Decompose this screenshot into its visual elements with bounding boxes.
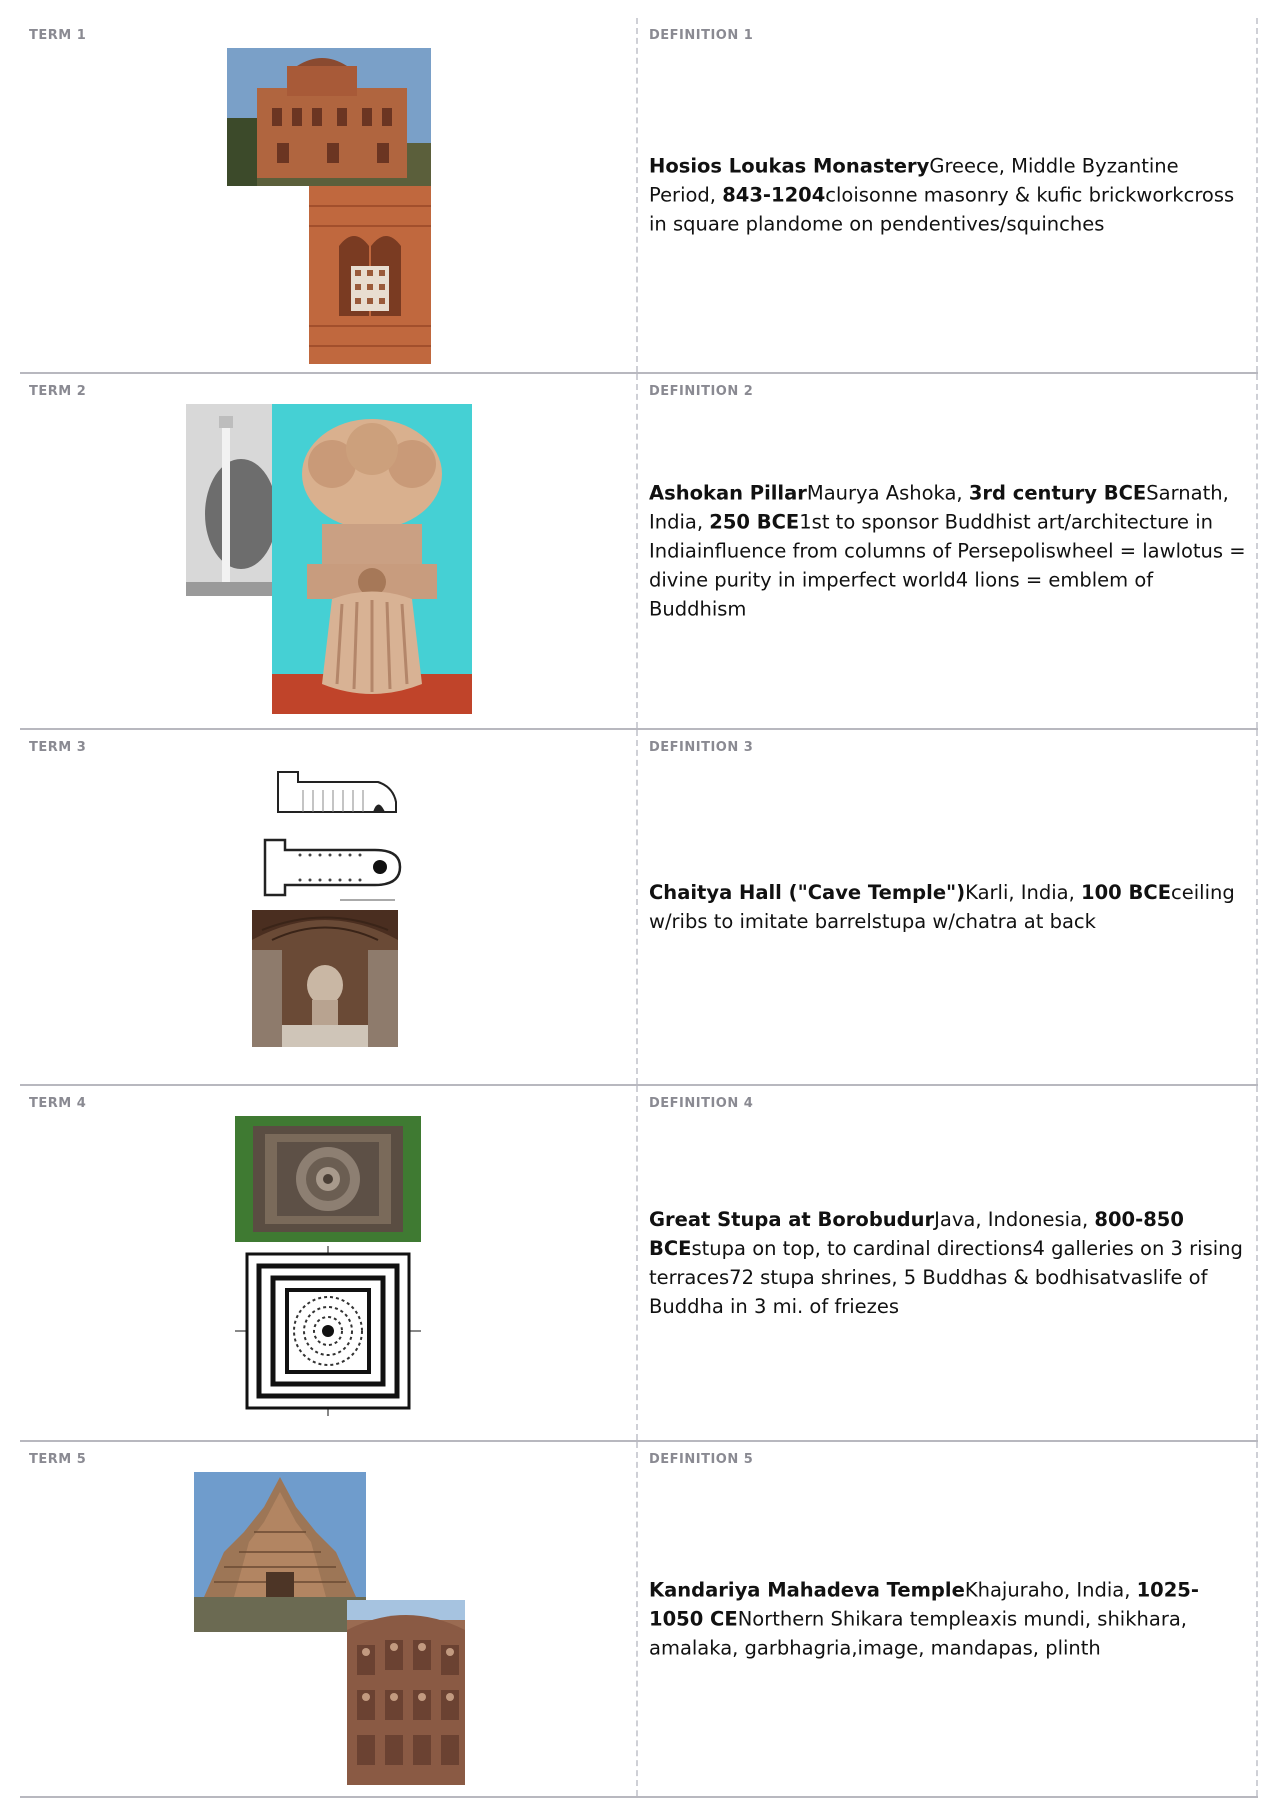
definition-cell-4 [640, 1086, 1258, 1440]
definition-text [649, 1205, 1250, 1321]
term-cell-5 [20, 1442, 638, 1796]
flashcard-row-3 [20, 730, 1258, 1086]
definition-segment: Karli, India, [965, 881, 1082, 904]
definition-cell-2 [640, 374, 1258, 728]
definition-segment: ceiling w/ribs to imitate barrelstupa w/chatra at back [649, 881, 1235, 933]
borobudur-aerial-photo [235, 1116, 421, 1242]
definition-segment: Sarnath, India, [649, 481, 1229, 534]
definition-date: 3rd century BCE [968, 481, 1147, 505]
definition-date: 800-850 BCE [649, 1208, 1184, 1260]
term-label: TERM 5 [29, 1452, 87, 1467]
term-cell-1 [20, 18, 638, 372]
definition-text [649, 152, 1250, 239]
definition-text [649, 1576, 1250, 1663]
term-label: TERM 1 [29, 28, 87, 43]
section-drawing [258, 762, 408, 820]
definition-date: 843-1204 [722, 183, 826, 207]
flashcard-row-5 [20, 1442, 1258, 1798]
definition-label: DEFINITION 2 [649, 384, 754, 399]
definition-text [649, 878, 1250, 936]
definition-segment: cloisonne masonry & kufic brickworkcross in square plandome on pendentives/squinches [649, 183, 1235, 236]
temple-sculpture-photo [347, 1600, 465, 1785]
monastery-exterior-photo [227, 48, 431, 186]
flashcard-row-4 [20, 1086, 1258, 1442]
flashcard-row-2 [20, 374, 1258, 730]
term-cell-3 [20, 730, 638, 1084]
definition-segment: Greece, Middle Byzantine Period, [649, 154, 1179, 207]
definition-segment: Maurya Ashoka, [806, 481, 969, 505]
brickwork-window-photo [309, 186, 431, 364]
borobudur-plan-drawing [235, 1246, 421, 1416]
definition-segment: Java, Indonesia, [934, 1208, 1095, 1231]
definition-cell-3 [640, 730, 1258, 1084]
definition-segment: 1st to sponsor Buddhist art/architecture in Indiainfluence from columns of Persepoliswheel = lawlotus = divine purity in imperfect world4 lions = emblem of Buddhism [649, 510, 1246, 621]
term-cell-2 [20, 374, 638, 728]
definition-cell-1 [640, 18, 1258, 372]
term-cell-4 [20, 1086, 638, 1440]
definition-text [649, 479, 1250, 624]
term-label: TERM 4 [29, 1096, 87, 1111]
definition-title: Great Stupa at Borobudur [649, 1208, 935, 1231]
definition-title: Ashokan Pillar [649, 481, 807, 505]
definition-label: DEFINITION 3 [649, 740, 754, 755]
definition-label: DEFINITION 5 [649, 1452, 754, 1467]
definition-label: DEFINITION 1 [649, 28, 754, 43]
definition-segment: Khajuraho, India, [964, 1578, 1137, 1602]
definition-title: Chaitya Hall ("Cave Temple") [649, 881, 966, 904]
temple-exterior-photo [194, 1472, 366, 1632]
term-label: TERM 2 [29, 384, 87, 399]
flashcard-sheet [20, 18, 1258, 1798]
definition-date: 100 BCE [1081, 881, 1172, 904]
pillar-photo [186, 404, 274, 596]
lion-capital-photo [272, 404, 472, 714]
cave-interior-photo [252, 910, 398, 1047]
plan-drawing [255, 825, 410, 905]
definition-segment: Northern Shikara templeaxis mundi, shikhara, amalaka, garbhagria,image, mandapas, plinth [649, 1607, 1187, 1660]
definition-label: DEFINITION 4 [649, 1096, 754, 1111]
term-label: TERM 3 [29, 740, 87, 755]
definition-title: Kandariya Mahadeva Temple [649, 1578, 965, 1602]
flashcard-row-1 [20, 18, 1258, 374]
definition-date: 250 BCE [709, 510, 800, 534]
definition-segment: stupa on top, to cardinal directions4 galleries on 3 rising terraces72 stupa shrines, 5 Buddhas & bodhisatvaslife of Buddha in 3 mi. of friezes [649, 1237, 1243, 1318]
definition-date: 1025-1050 CE [649, 1578, 1199, 1631]
definition-title: Hosios Loukas Monastery [649, 154, 930, 178]
definition-cell-5 [640, 1442, 1258, 1796]
